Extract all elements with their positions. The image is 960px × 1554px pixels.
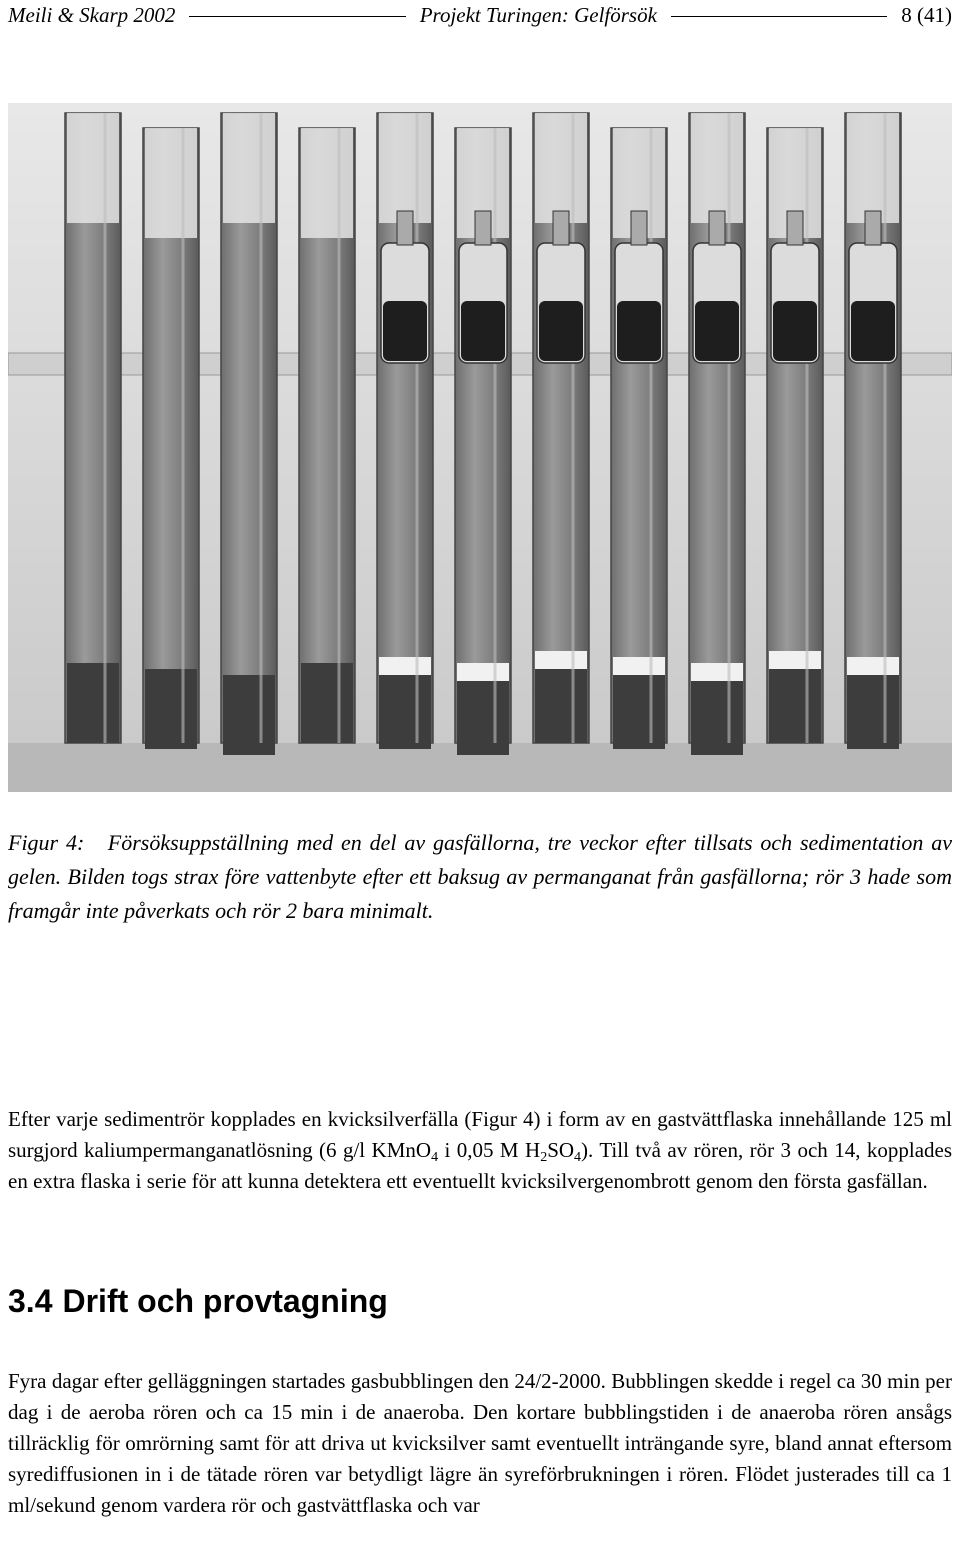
tube-headspace	[145, 128, 197, 238]
header-project: Projekt Turingen: Gelförsök	[419, 2, 657, 27]
tube-gel-layer	[769, 651, 821, 669]
tube-headspace	[379, 113, 431, 223]
flask-permanganate	[539, 301, 583, 361]
tube-sediment	[769, 663, 821, 743]
tube-group	[65, 113, 901, 755]
tube-headspace	[301, 128, 353, 238]
section-heading	[8, 1283, 388, 1320]
section-title: Drift och provtagning	[62, 1283, 388, 1319]
flask-neck	[475, 211, 491, 245]
tube-headspace	[535, 113, 587, 223]
flask-permanganate	[383, 301, 427, 361]
figure-caption-text: Försöksuppställning med en del av gasfällorna, tre veckor efter tillsats och sedimentation av gelen. Bilden togs strax före vattenbyte efter ett baksug av permanganat från gasfällorna; rör 3 hade som framgår inte påverkats och rör 2 bara minimalt.	[8, 830, 952, 923]
flask-neck	[553, 211, 569, 245]
tube-gel-layer	[379, 657, 431, 675]
tube-sediment	[379, 669, 431, 749]
p1-text-4: ). Till två av rören, rör 3 och 14, kopplades en extra flaska i serie för att kunna detektera ett eventuellt kvicksilvergenombrott genom den första gasfällan.	[8, 1138, 953, 1193]
tube-sediment	[613, 669, 665, 749]
sediment-tubes-photo	[8, 103, 952, 792]
header-rule-right	[671, 16, 887, 17]
tube-headspace	[847, 113, 899, 223]
section-number: 3.4	[8, 1283, 53, 1319]
tube-gel-layer	[535, 651, 587, 669]
header-authors: Meili & Skarp 2002	[8, 2, 176, 27]
tube-headspace	[67, 113, 119, 223]
tube-sediment	[691, 675, 743, 755]
tube-sediment	[847, 669, 899, 749]
figure-photo	[8, 103, 952, 792]
tube-sediment	[223, 675, 275, 755]
p1-sub-1: 4	[431, 1150, 439, 1165]
header-rule-left	[189, 16, 405, 17]
tube-gel-layer	[691, 663, 743, 681]
flask-neck	[397, 211, 413, 245]
flask-permanganate	[773, 301, 817, 361]
tube-sediment	[145, 669, 197, 749]
tube-sediment	[457, 675, 509, 755]
tube-gel-layer	[457, 663, 509, 681]
figure-label: Figur 4	[8, 830, 77, 855]
flask-permanganate	[461, 301, 505, 361]
page-number: 8 (41)	[901, 2, 953, 27]
flask-neck	[709, 211, 725, 245]
flask-neck	[865, 211, 881, 245]
p1-sub-2: 2	[540, 1150, 548, 1165]
tube-headspace	[223, 113, 275, 223]
p1-sub-3: 4	[574, 1150, 582, 1165]
flask-neck	[631, 211, 647, 245]
tube-gel-layer	[847, 657, 899, 675]
flask-neck	[787, 211, 803, 245]
p1-text-3: SO	[547, 1138, 575, 1162]
tube-sediment	[301, 663, 353, 743]
flask-permanganate	[695, 301, 739, 361]
flask-permanganate	[617, 301, 661, 361]
page-header	[8, 0, 952, 30]
tube-headspace	[691, 113, 743, 223]
paragraph-trap	[8, 1104, 952, 1197]
tube-sediment	[67, 663, 119, 743]
tube-sediment	[535, 663, 587, 743]
paragraph-operation: Fyra dagar efter gelläggningen startades gasbubblingen den 24/2-2000. Bubblingen skedde i regel ca 30 min per dag i de aeroba rören och ca 15 min i de anaeroba. Den kortare bubblingstiden i de anaeroba rören ansågs tillräcklig för omrörning samt för att driva ut kvicksilver samt eventuellt inträngande syre, bland annat eftersom syrediffusionen in i de tätade rören var betydligt lägre än syreförbrukningen i rören. Flödet justerades till ca 1 ml/sekund genom vardera rör och gastvättflaska och var	[8, 1369, 952, 1517]
p1-text-1: Efter varje sedimentrör kopplades en kvicksilverfälla (Figur 4) i form av en gastvättflaska innehållande 125 ml surgjord kaliumpermanganatlösning (6 g/l KMnO	[8, 1107, 952, 1162]
flask-permanganate	[851, 301, 895, 361]
tube-gel-layer	[613, 657, 665, 675]
p1-text-2: i 0,05 M H	[438, 1138, 541, 1162]
figure-caption: Figur 4: Försöksuppställning med en del av gasfällorna, tre veckor efter tillsats och sedimentation av gelen. Bilden togs strax före vattenbyte efter ett baksug av permanganat från gasfällorna; rör 3 hade som framgår inte påverkats och rör 2 bara minimalt.	[8, 830, 952, 923]
